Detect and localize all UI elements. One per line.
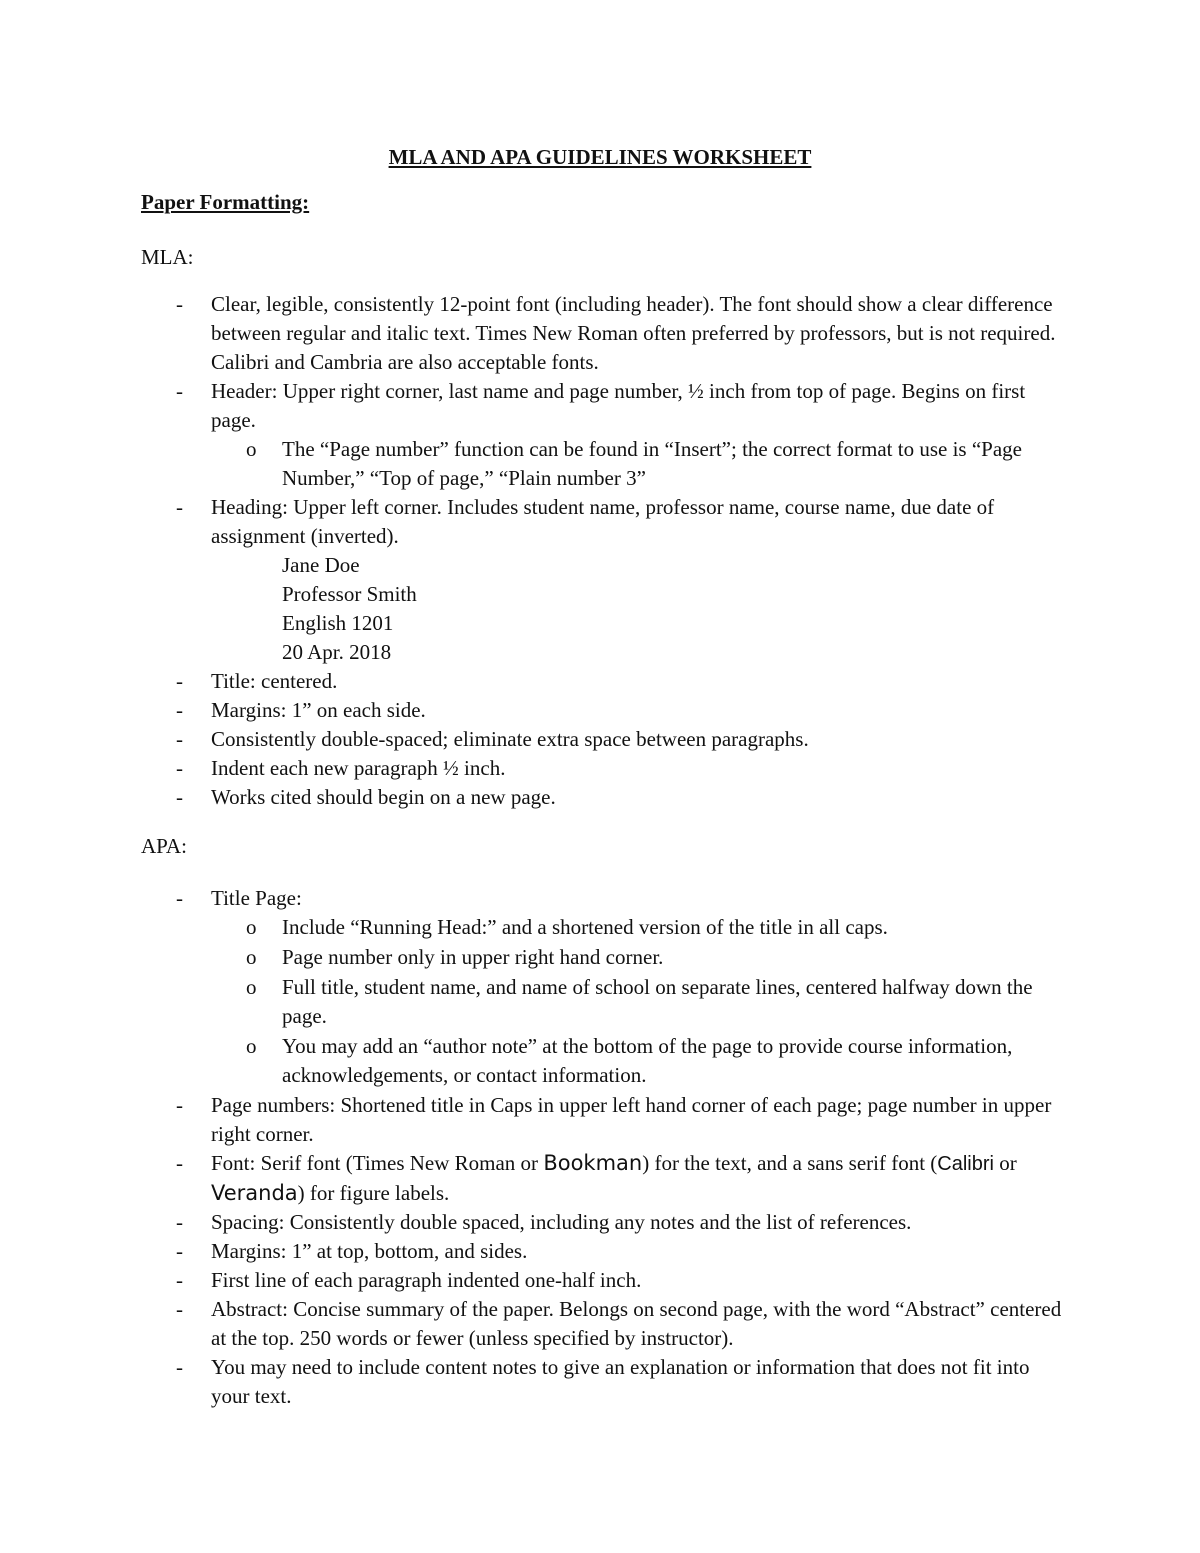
- mla-list: [141, 290, 1071, 812]
- dash-marker: -: [176, 669, 183, 693]
- dash-marker: -: [176, 1210, 183, 1234]
- dash-marker: -: [176, 1239, 183, 1263]
- heading-example: [211, 551, 1071, 667]
- sub-list: [211, 913, 1071, 1090]
- list-item: - Margins: 1” at top, bottom, and sides.: [141, 1237, 1071, 1266]
- sub-list-item: o You may add an “author note” at the bottom of the page to provide course information, acknowledgements, or contact information.: [246, 1034, 1013, 1087]
- dash-marker: -: [176, 698, 183, 722]
- list-item: - First line of each paragraph indented one-half inch.: [141, 1266, 1071, 1295]
- dash-marker: -: [176, 1268, 183, 1292]
- section-heading: Paper Formatting:: [141, 190, 310, 214]
- list-item: - Font: Serif font (Times New Roman or Bookman) for the text, and a sans serif font (Calibri or Veranda) for figure labels.: [176, 1151, 1017, 1205]
- apa-list: [141, 884, 1071, 1411]
- dash-marker: -: [176, 785, 183, 809]
- dash-marker: -: [176, 727, 183, 751]
- dash-marker: -: [176, 379, 183, 403]
- list-item: - Heading: Upper left corner. Includes student name, professor name, course name, due date of assignment (inverted). Jane Doe Professor Smith English 1201 20 Apr. 2018: [141, 493, 1071, 667]
- list-item: - Title Page: o Include “Running Head:” and a shortened version of the title in all caps. o Page number only in upper right hand corner. o Full title, student name, and name of school on separate lines, centered halfway down the page. o You may add an “author note” at the bottom of the page to provide course information, acknowledgements, or contact information.: [141, 884, 1071, 1090]
- dash-marker: -: [176, 1355, 183, 1379]
- bullet-marker: o: [246, 975, 257, 999]
- bookman-sample: Bookman: [543, 1151, 643, 1175]
- bullet-marker: o: [246, 1034, 257, 1058]
- example-course-name: English 1201: [282, 611, 394, 635]
- veranda-sample: Veranda: [211, 1181, 298, 1205]
- calibri-sample: Calibri: [937, 1153, 994, 1175]
- mla-label: MLA:: [141, 245, 194, 269]
- list-item: - Margins: 1” on each side.: [141, 696, 1071, 725]
- example-student-name: Jane Doe: [282, 553, 360, 577]
- list-item: - Header: Upper right corner, last name and page number, ½ inch from top of page. Begins on first page. o The “Page number” function can be found in “Insert”; the correct format to use is “Page Number,” “Top of page,” “Plain number 3”: [141, 377, 1071, 493]
- list-item: - Consistently double-spaced; eliminate extra space between paragraphs.: [141, 725, 1071, 754]
- list-item: - Indent each new paragraph ½ inch.: [141, 754, 1071, 783]
- list-item: - Clear, legible, consistently 12-point font (including header). The font should show a clear difference between regular and italic text. Times New Roman often preferred by professors, but is not required. Calibri and Cambria are also acceptable fonts.: [176, 292, 1056, 374]
- example-professor-name: Professor Smith: [282, 582, 417, 606]
- dash-marker: -: [176, 1297, 183, 1321]
- dash-marker: -: [176, 1093, 183, 1117]
- dash-marker: -: [176, 495, 183, 519]
- bullet-marker: o: [246, 915, 257, 939]
- sub-list-item: o The “Page number” function can be found in “Insert”; the correct format to use is “Page Number,” “Top of page,” “Plain number 3”: [246, 437, 1022, 490]
- list-item: - You may need to include content notes to give an explanation or information that does not fit into your text.: [176, 1355, 1030, 1408]
- dash-marker: -: [176, 886, 183, 910]
- dash-marker: -: [176, 756, 183, 780]
- list-item: - Page numbers: Shortened title in Caps in upper left hand corner of each page; page number in upper right corner.: [176, 1093, 1052, 1146]
- sub-list-item: o Page number only in upper right hand corner.: [211, 943, 1071, 972]
- sub-list: [211, 435, 1071, 493]
- sub-list-item: o Full title, student name, and name of school on separate lines, centered halfway down the page.: [246, 975, 1033, 1028]
- apa-label: APA:: [141, 834, 187, 858]
- list-item: - Works cited should begin on a new page.: [141, 783, 1071, 812]
- sub-list-item: o Include “Running Head:” and a shortened version of the title in all caps.: [211, 913, 1071, 942]
- list-item: - Abstract: Concise summary of the paper. Belongs on second page, with the word “Abstract” centered at the top. 250 words or fewer (unless specified by instructor).: [176, 1297, 1062, 1350]
- bullet-marker: o: [246, 945, 257, 969]
- dash-marker: -: [176, 292, 183, 316]
- document-title: MLA AND APA GUIDELINES WORKSHEET: [388, 145, 812, 169]
- example-date: 20 Apr. 2018: [282, 640, 392, 664]
- list-item: - Title: centered.: [141, 667, 1071, 696]
- dash-marker: -: [176, 1151, 183, 1175]
- bullet-marker: o: [246, 437, 257, 461]
- list-item: - Spacing: Consistently double spaced, including any notes and the list of references.: [141, 1208, 1071, 1237]
